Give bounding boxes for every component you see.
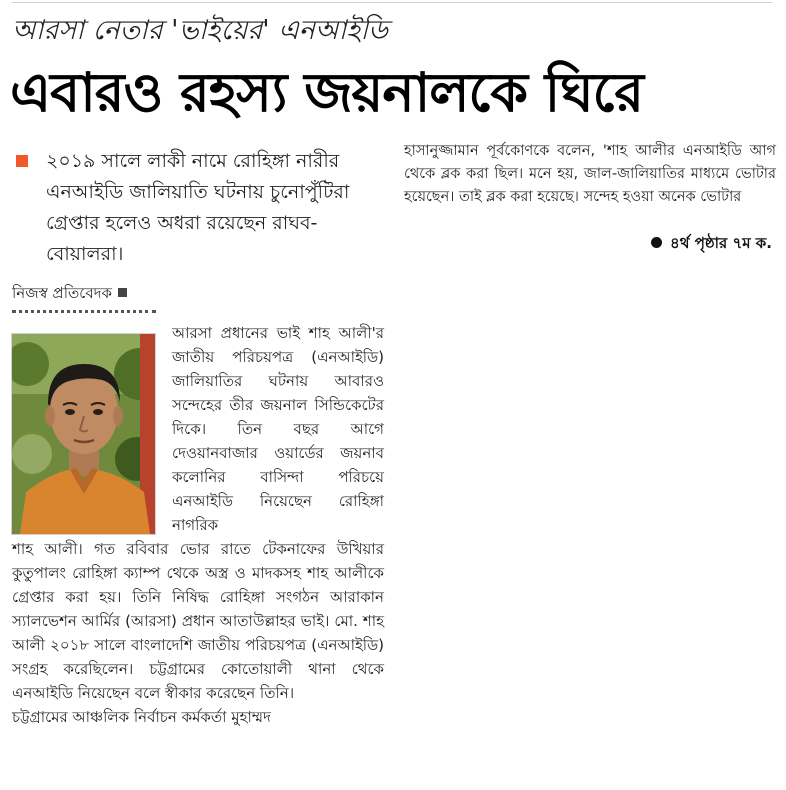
- right-column-text: হাসানুজ্জামান পূর্বকোণকে বলেন, 'শাহ আলীর এনআইডি আগ থেকে ব্লক করা ছিল। মনে হয়, জাল-জালিয়াতির মাধ্যমে ভোটার হয়েছেন। তাই ব্লক করা হয়েছে। সন্দেহ হওয়া অনেক ভোটার: [404, 143, 776, 205]
- article-text-beside-photo: আরসা প্রধানের ভাই শাহ আলী'র জাতীয় পরিচয়পত্র (এনআইডি) জালিয়াতির ঘটনায় আবারও সন্দেহের তীর জয়নাল সিন্ডিকেটের দিকে। তিন বছর আগে দেওয়ানবাজার ওয়ার্ডের জয়নাব কলোনির বাসিন্দা পরিচয়ে এনআইডি নিয়েছেন রোহিঙ্গা নাগরিক: [172, 324, 384, 534]
- orange-square-bullet-icon: [16, 155, 28, 167]
- dotted-divider: [12, 310, 156, 313]
- continued-note: [651, 231, 772, 255]
- top-rule: [12, 2, 772, 3]
- portrait-photo: [11, 333, 156, 535]
- continued-text: ৪র্থ পৃষ্ঠার ৭ম ক.: [670, 234, 772, 252]
- byline: [12, 282, 127, 304]
- bullet-dot-icon: [651, 237, 662, 248]
- kicker: আরসা নেতার 'ভাইয়ের' এনআইডি: [12, 15, 389, 46]
- summary: [12, 146, 380, 270]
- article-body-text: [12, 537, 384, 729]
- article-paragraph: শাহ আলী। গত রবিবার ভোর রাতে টেকনাফের উখিয়ার কুতুপালং রোহিঙ্গা ক্যাম্প থেকে অস্ত্র ও মাদকসহ শাহ আলীকে গ্রেপ্তার করা হয়। তিনি নিষিদ্ধ রোহিঙ্গা সংগঠন আরাকান স্যালভেশন আর্মির (আরসা) প্রধান আতাউল্লাহর ভাই। মো. শাহ আলী ২০১৮ সালে বাংলাদেশি জাতীয় পরিচয়পত্র (এনআইডি) সংগ্রহ করেছিলেন। চট্টগ্রামের কোতোয়ালী থানা থেকে এনআইডি নিয়েছেন বলে স্বীকার করেছেন তিনি।: [12, 540, 384, 702]
- summary-text: ২০১৯ সালে লাকী নামে রোহিঙ্গা নারীর এনআইডি জালিয়াতি ঘটনায় চুনোপুঁটিরা গ্রেপ্তার হলেও অধরা রয়েছেন রাঘব-বোয়ালরা।: [46, 150, 350, 265]
- byline-text: নিজস্ব প্রতিবেদক: [12, 284, 113, 302]
- headline: এবারও রহস্য জয়নালকে ঘিরে: [10, 61, 643, 124]
- square-marker-icon: [118, 288, 127, 297]
- article-paragraph-next: চট্টগ্রামের আঞ্চলিক নির্বাচন কর্মকর্তা মুহাম্মদ: [12, 708, 271, 726]
